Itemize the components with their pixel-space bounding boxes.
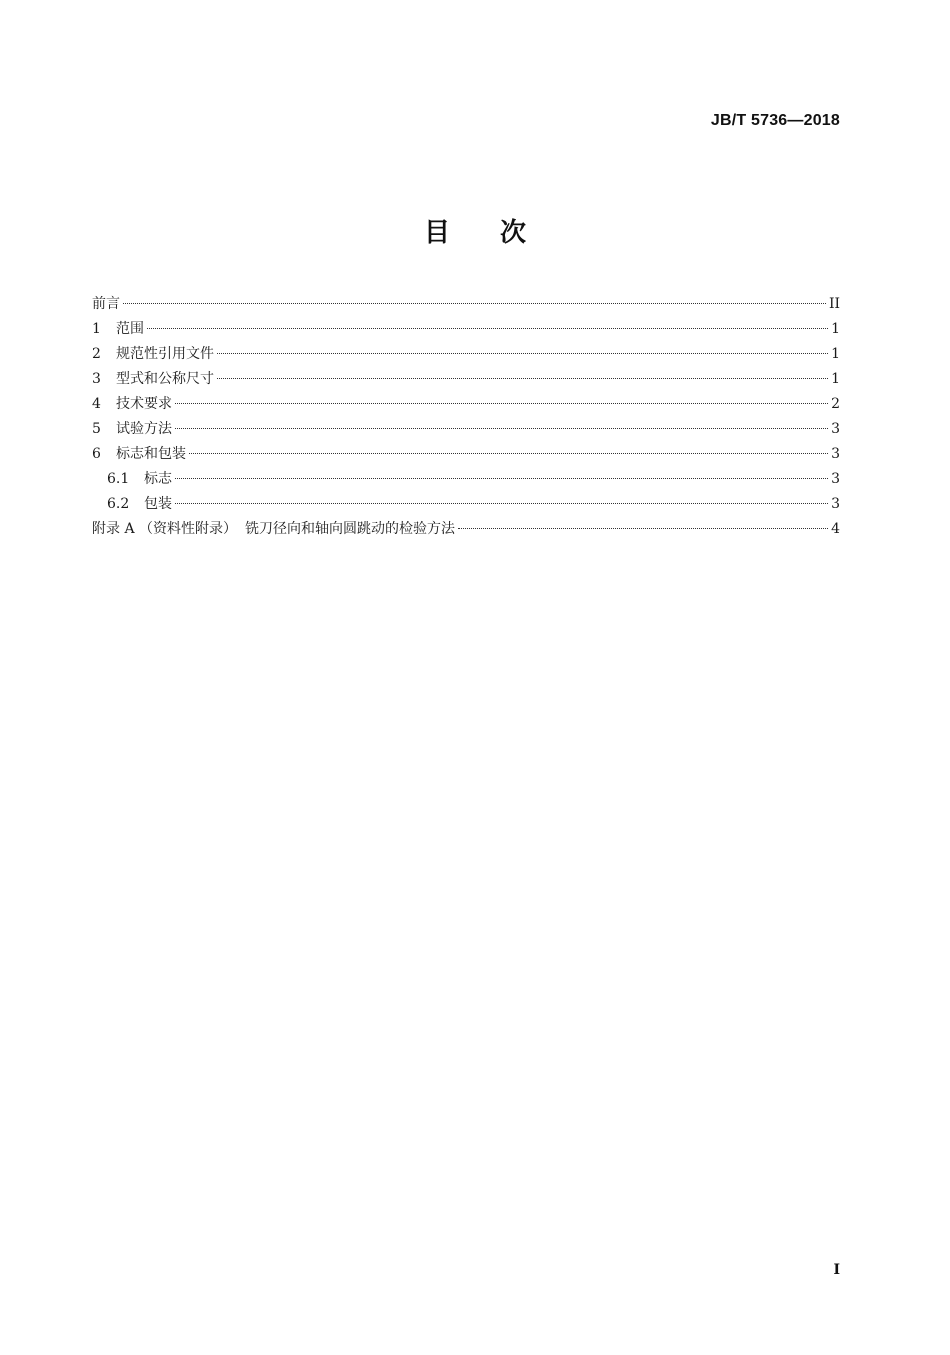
toc-entry-number: 5 xyxy=(92,421,101,437)
toc-dot-leader xyxy=(175,478,828,479)
toc-entry-technical-requirements[interactable] xyxy=(92,392,840,417)
toc-entry-label: 包装 xyxy=(144,496,172,512)
toc-dot-leader xyxy=(175,403,828,404)
toc-entry-test-methods[interactable] xyxy=(92,417,840,442)
toc-entry-packaging[interactable] xyxy=(92,492,840,517)
toc-entry-label: 规范性引用文件 xyxy=(116,346,214,362)
table-of-contents xyxy=(92,292,840,542)
toc-entry-number: 1 xyxy=(92,321,101,337)
toc-entry-number: 6.1 xyxy=(107,471,130,487)
toc-entry-page: 3 xyxy=(831,471,840,487)
toc-dot-leader xyxy=(175,503,828,504)
toc-entry-scope[interactable] xyxy=(92,317,840,342)
toc-entry-page: 1 xyxy=(831,346,840,362)
toc-entry-page: 3 xyxy=(831,446,840,462)
toc-title xyxy=(0,212,950,249)
toc-entry-label: 试验方法 xyxy=(116,421,172,437)
toc-entry-page: 3 xyxy=(831,421,840,437)
toc-entry-foreword[interactable] xyxy=(92,292,840,317)
toc-entry-types-dimensions[interactable] xyxy=(92,367,840,392)
toc-dot-leader xyxy=(147,328,828,329)
toc-entry-number: 6.2 xyxy=(107,496,130,512)
toc-entry-label: 范围 xyxy=(116,321,144,337)
toc-entry-label: 标志和包装 xyxy=(116,446,186,462)
toc-dot-leader xyxy=(123,303,826,304)
toc-entry-number: 4 xyxy=(92,396,101,412)
toc-entry-page: 4 xyxy=(831,521,840,537)
toc-title-part1: 目 xyxy=(423,218,450,248)
toc-entry-number: 2 xyxy=(92,346,101,362)
toc-dot-leader xyxy=(175,428,828,429)
toc-entry-number: 6 xyxy=(92,446,101,462)
standard-code: JB/T 5736—2018 xyxy=(710,112,840,129)
toc-dot-leader xyxy=(217,378,828,379)
toc-entry-label: 铣刀径向和轴向圆跳动的检验方法 xyxy=(245,521,456,537)
page-number: I xyxy=(833,1262,840,1278)
toc-dot-leader xyxy=(189,453,828,454)
toc-entry-label: 前言 xyxy=(92,296,120,312)
toc-entry-marking[interactable] xyxy=(92,467,840,492)
toc-entry-label: 技术要求 xyxy=(116,396,172,412)
toc-entry-page: 3 xyxy=(831,496,840,512)
toc-entry-number: 3 xyxy=(92,371,101,387)
toc-title-part2: 次 xyxy=(500,218,527,248)
toc-dot-leader xyxy=(217,353,828,354)
toc-entry-page: II xyxy=(828,296,840,312)
toc-dot-leader xyxy=(458,528,828,529)
toc-entry-page: 2 xyxy=(831,396,840,412)
toc-entry-label: 型式和公称尺寸 xyxy=(116,371,214,387)
toc-entry-appendix-a[interactable] xyxy=(92,517,840,542)
toc-entry-normative-references[interactable] xyxy=(92,342,840,367)
toc-entry-label: 标志 xyxy=(144,471,172,487)
toc-entry-page: 1 xyxy=(831,321,840,337)
toc-entry-marking-packaging[interactable] xyxy=(92,442,840,467)
toc-entry-page: 1 xyxy=(831,371,840,387)
toc-entry-number: 附录 A （资料性附录） xyxy=(92,521,238,537)
